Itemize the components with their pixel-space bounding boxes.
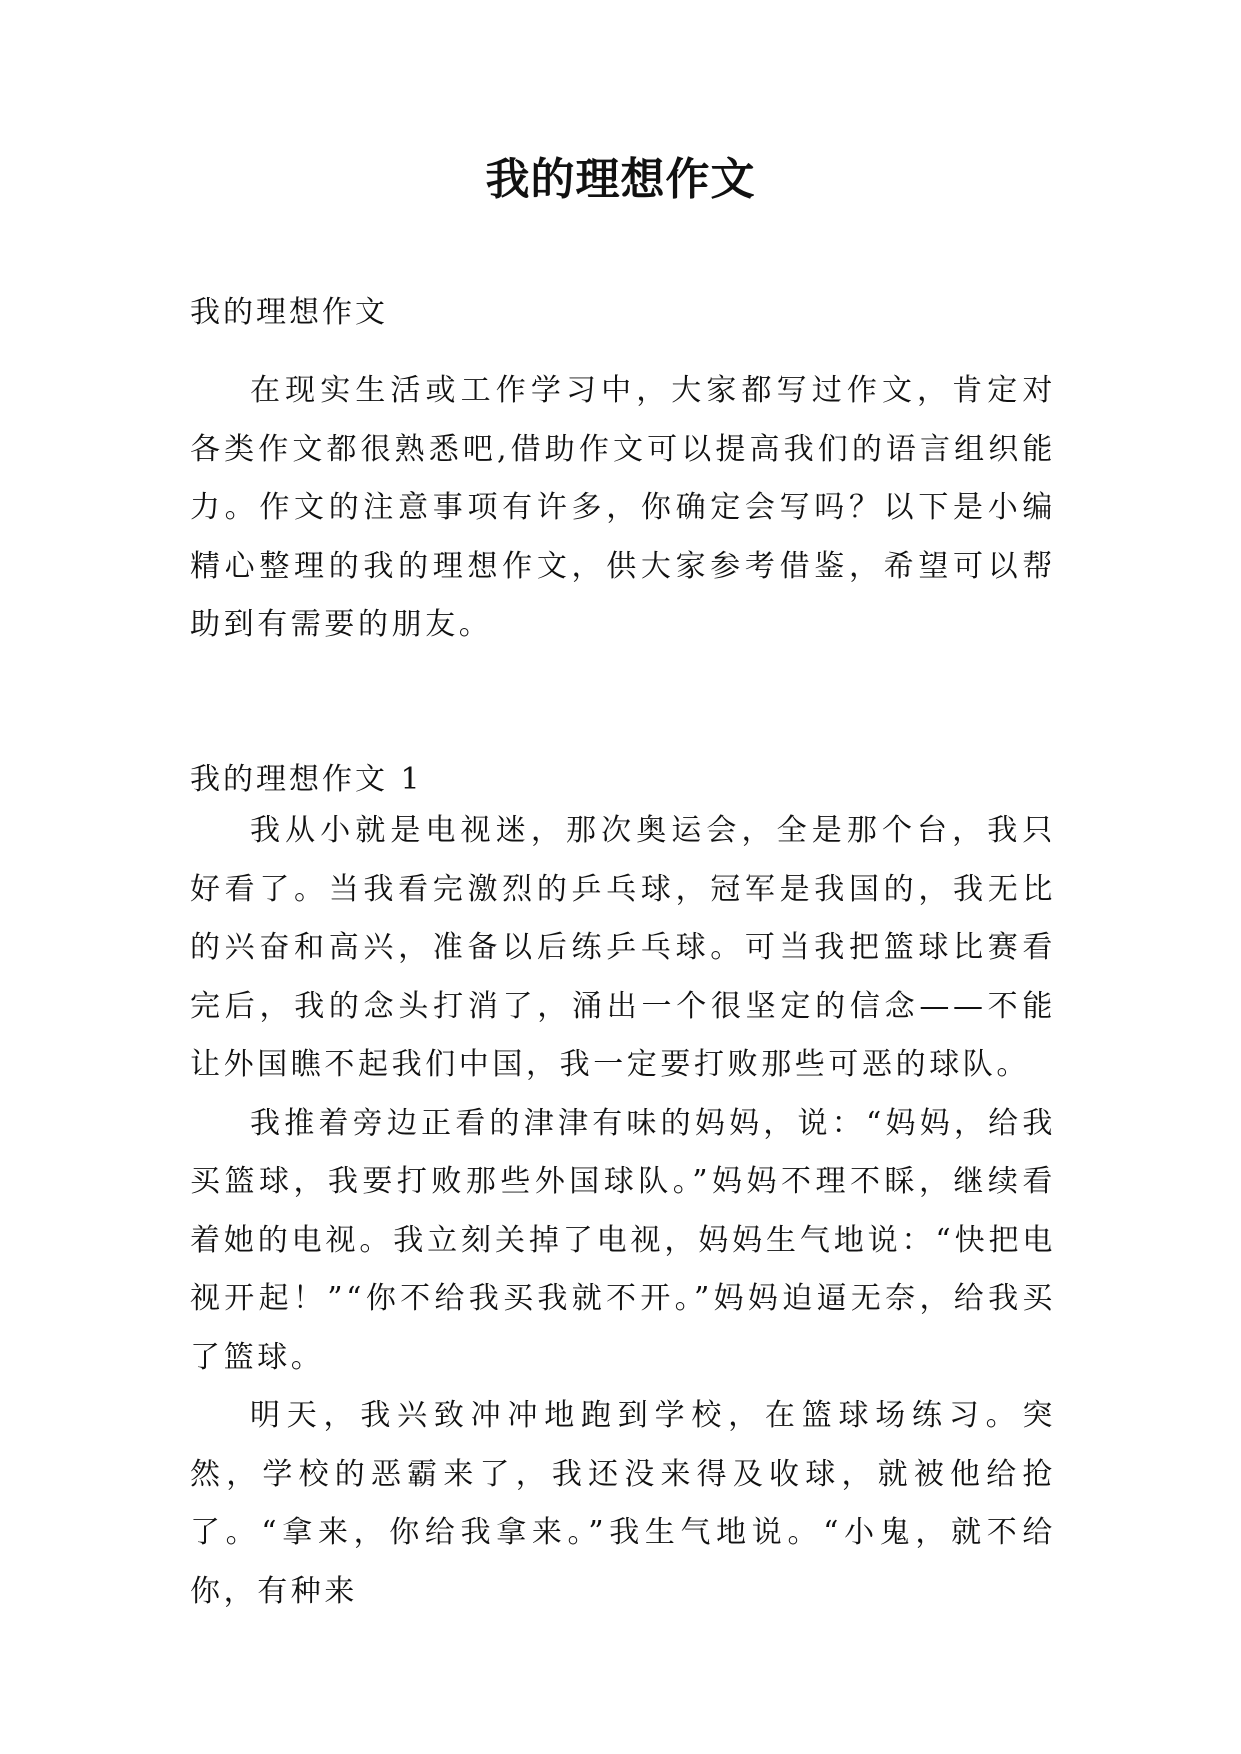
document-subtitle: 我的理想作文	[190, 295, 388, 330]
document-title: 我的理想作文	[485, 154, 756, 205]
essay-body	[190, 802, 1056, 1621]
essay-paragraph-2: 我推着旁边正看的津津有味的妈妈，说：“妈妈，给我买篮球，我要打败那些外国球队。”妈妈不理不睬，继续看着她的电视。我立刻关掉了电视，妈妈生气地说：“快把电视开起！”“你不给我买我就不开。”妈妈迫逼无奈，给我买了篮球。	[190, 1105, 1056, 1375]
intro-paragraph: 在现实生活或工作学习中，大家都写过作文，肯定对各类作文都很熟悉吧,借助作文可以提高我们的语言组织能力。作文的注意事项有许多，你确定会写吗？以下是小编精心整理的我的理想作文，供大家参考借鉴，希望可以帮助到有需要的朋友。	[190, 373, 1056, 642]
intro-block	[190, 362, 1056, 655]
section-heading: 我的理想作文 1	[190, 762, 423, 797]
essay-paragraph-1: 我从小就是电视迷，那次奥运会，全是那个台，我只好看了。当我看完激烈的乒乓球，冠军是我国的，我无比的兴奋和高兴，准备以后练乒乓球。可当我把篮球比赛看完后，我的念头打消了，涌出一个很坚定的信念——不能让外国瞧不起我们中国，我一定要打败那些可恶的球队。	[190, 813, 1056, 1082]
essay-paragraph-3: 明天，我兴致冲冲地跑到学校，在篮球场练习。突然，学校的恶霸来了，我还没来得及收球，就被他给抢了。“拿来，你给我拿来。”我生气地说。“小鬼，就不给你，有种来	[190, 1398, 1056, 1609]
